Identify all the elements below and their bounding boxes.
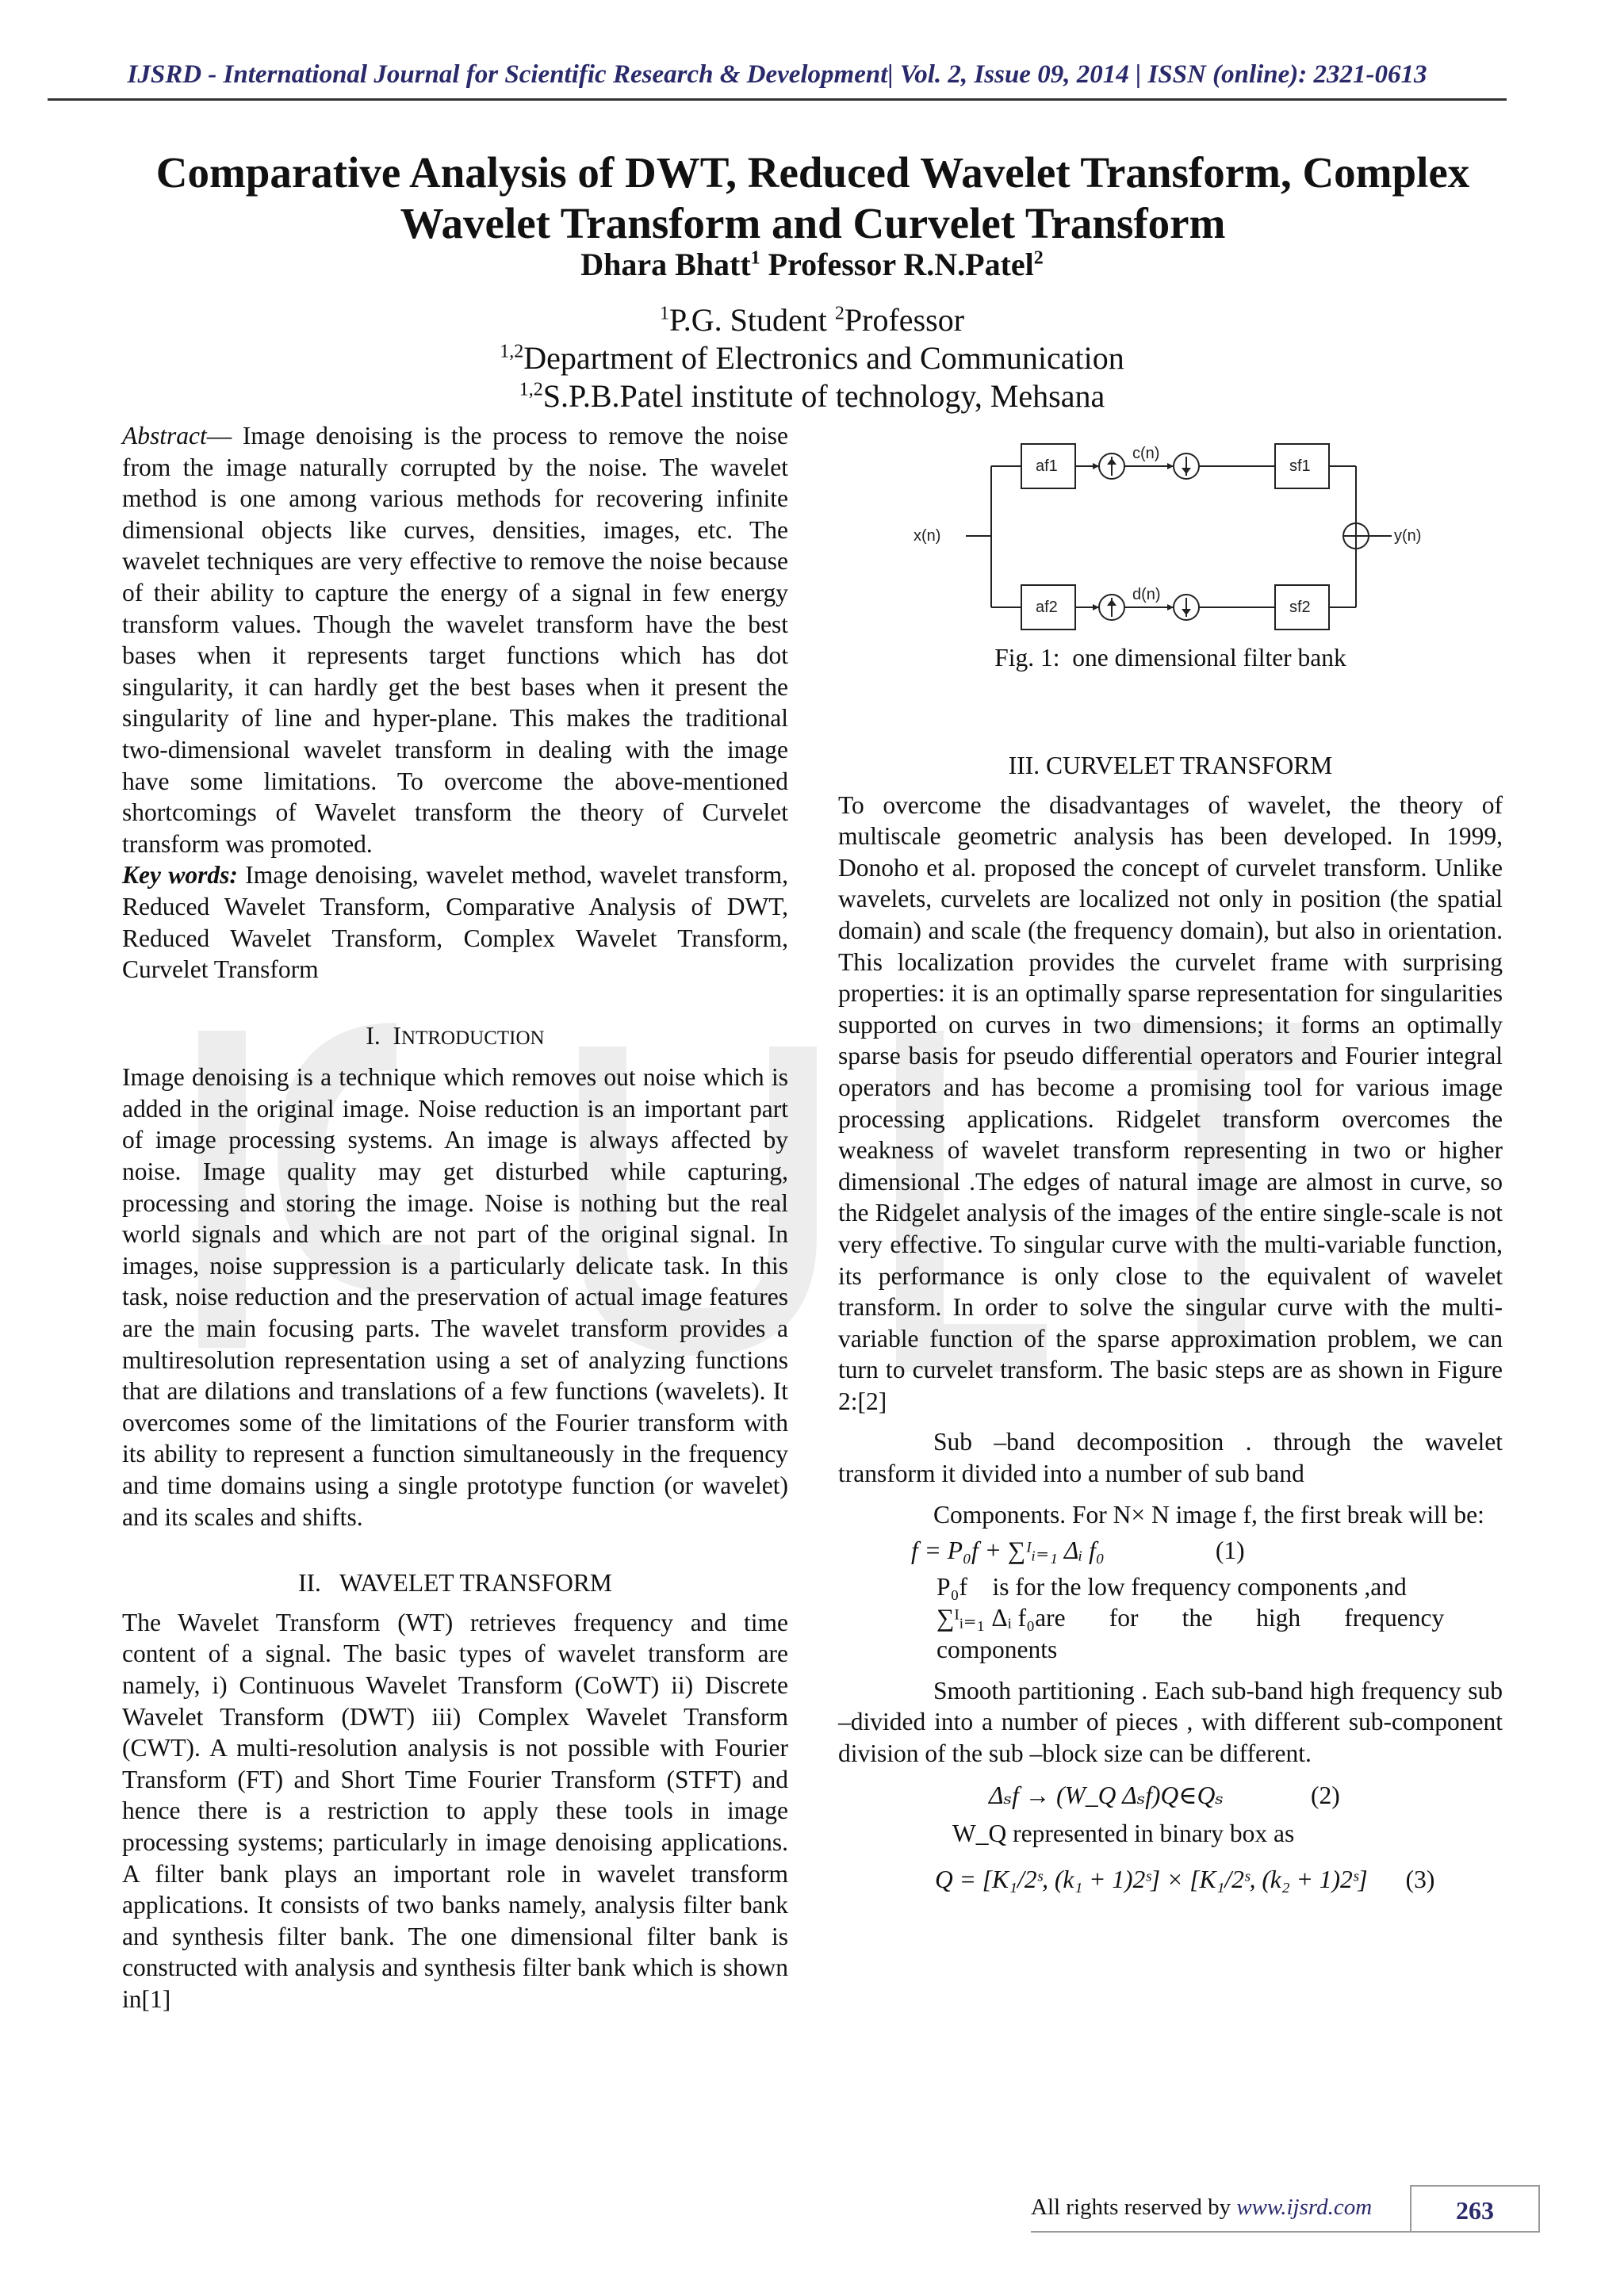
right-column <box>838 750 1503 1895</box>
equation-1-desc-c: components <box>936 1636 1058 1664</box>
running-header: IJSRD - International Journal for Scientific Research & Development| Vol. 2, Issue 09, 2014 | ISSN (online): 2321-0613 <box>127 60 1427 89</box>
section-2-body: The Wavelet Transform (WT) retrieves frequency and time content of a signal. The basic types of wavelet transform are namely, i) Continuous Wavelet Transform (CoWT) ii) Discrete Wavelet Transform (DWT) iii) Complex Wavelet Transform (CWT). A multi-resolution analysis is not possible with Fourier Transform (FT) and Short Time Fourier Transform (STFT) and hence there is a restriction to apply these tools in image processing systems; particularly in image denoising applications. A filter bank plays an important role in wavelet transform applications. It consists of two banks namely, analysis filter bank and synthesis filter bank. The one dimensional filter bank is constructed with analysis and synthesis filter bank which is shown in[1] <box>122 1608 788 2013</box>
abstract-dash: — <box>206 422 243 450</box>
affiliation-line-3 <box>0 377 1624 415</box>
equation-1-body: f = P₀f + ∑ᴵᵢ₌₁ Δᵢ f₀ <box>911 1536 1105 1565</box>
author-2: Professor R.N.Patel <box>760 247 1034 282</box>
affil-role-2: Professor <box>844 302 965 338</box>
equation-1 <box>911 1535 1503 1567</box>
equation-3 <box>935 1864 1503 1896</box>
footer-rights-text: All rights reserved by <box>1031 2195 1237 2220</box>
equation-1-number: (1) <box>1215 1536 1245 1565</box>
step-1b: Components. For N× N image f, the first break will be: <box>933 1500 1484 1529</box>
footer-rule <box>1031 2231 1538 2233</box>
page-number: 263 <box>1410 2185 1540 2233</box>
step-2: Smooth partitioning . Each sub-band high frequency sub –divided into a number of pieces , with different sub-component division of the sub –block size can be different. <box>838 1676 1503 1767</box>
sf1-label: sf1 <box>1289 457 1311 475</box>
filter-bank-diagram <box>912 434 1427 641</box>
title-line-1: Comparative Analysis of DWT, Reduced Wavelet Transform, Complex <box>155 148 1470 197</box>
step-1: Sub –band decomposition . through the wavelet transform it divided into a number of sub band <box>838 1428 1503 1488</box>
paper-title <box>95 147 1530 249</box>
c-label: c(n) <box>1132 445 1160 462</box>
title-line-2: Wavelet Transform and Curvelet Transform <box>400 199 1226 247</box>
section-1-rest: NTRODUCTION <box>401 1027 545 1049</box>
abstract-text: Image denoising is the process to remove the noise from the image naturally corrupted by the noise. The wavelet method is one among various methods for recovering infinite dimensional objects like curves, densities, images, etc. The wavelet techniques are very effective to remove the noise because of their ability to capture the energy of a signal in few energy transform values. Though the wavelet transform have the best bases when it represents target functions which has dot singularity, it can hardly get the best bases when it present the singularity of line and hyper-plane. This makes the traditional two-dimensional wavelet transform in dealing with the image have some limitations. To overcome the above-mentioned shortcomings of Wavelet transform the theory of Curvelet transform was promoted. <box>122 422 789 858</box>
output-label: y(n) <box>1394 527 1422 545</box>
author-1: Dhara Bhatt <box>580 247 751 282</box>
affiliation-line-1 <box>0 301 1624 339</box>
equation-1-desc-b: ∑ᴵᵢ₌₁ Δᵢ f₀are for the high frequency <box>936 1604 1445 1632</box>
keywords-label: Key words: <box>122 861 238 890</box>
section-1-number: I. <box>366 1021 381 1050</box>
af2-label: af2 <box>1036 599 1058 616</box>
affil-department: Department of Electronics and Communication <box>523 340 1124 376</box>
header-rule <box>48 98 1507 101</box>
sf2-label: sf2 <box>1289 599 1311 616</box>
keywords-text: Image denoising, wavelet method, wavelet transform, Reduced Wavelet Transform, Comparative Analysis of DWT, Reduced Wavelet Transform, Complex Wavelet Transform, Curvelet Transform <box>122 861 788 984</box>
author-2-sup: 2 <box>1033 247 1044 269</box>
equation-2-body: Δₛf → (W_Q Δₛf)Q∈Qₛ <box>989 1781 1224 1810</box>
equation-2 <box>989 1780 1503 1812</box>
affil-role-1: P.G. Student <box>668 302 835 338</box>
affiliation-line-2 <box>0 339 1624 377</box>
equation-1-desc-a: P₀f is for the low frequency components ,and <box>936 1572 1407 1601</box>
author-line <box>0 246 1624 283</box>
equation-3-number: (3) <box>1405 1865 1435 1893</box>
abstract <box>122 420 788 859</box>
figure-1-caption: Fig. 1: one dimensional filter bank <box>994 644 1346 672</box>
af1-label: af1 <box>1036 457 1058 475</box>
left-column <box>122 420 788 2015</box>
affil-sup: 1,2 <box>500 341 524 362</box>
section-1-heading <box>122 1020 788 1054</box>
abstract-label: Abstract <box>122 422 207 450</box>
section-1-body: Image denoising is a technique which removes out noise which is added in the original image. Noise reduction is an important part of image processing systems. An image is always affected by noise. Image quality may get disturbed while capturing, processing and storing the image. Noise is nothing but the real world signals and which are not part of the original signal. In images, noise suppression is a particularly delicate task. In this task, noise reduction and the preservation of actual image features are the main focusing parts. The wavelet transform provides a multiresolution representation using a set of analyzing functions that are dilations and translations of a few functions (wavelets). It overcomes some of the limitations of the Fourier transform with its ability to represent a function simultaneously in the frequency and time domains using a single prototype function (or wavelet) and its scales and shifts. <box>122 1063 788 1531</box>
equation-2-number: (2) <box>1310 1781 1340 1810</box>
equation-3-body: Q = [K₁/2ˢ, (k₁ + 1)2ˢ] × [K₁/2ˢ, (k₂ + 1)2ˢ] <box>935 1865 1368 1893</box>
section-2-heading: II. WAVELET TRANSFORM <box>298 1569 612 1598</box>
input-label: x(n) <box>914 527 941 545</box>
author-1-sup: 1 <box>750 247 760 269</box>
keywords <box>122 859 788 985</box>
section-1-first-letter: I <box>393 1021 402 1050</box>
affil-sup: 1 <box>659 303 669 324</box>
footer-url[interactable]: www.ijsrd.com <box>1236 2195 1373 2220</box>
affil-institute: S.P.B.Patel institute of technology, Mehsana <box>542 378 1105 414</box>
footer-rights <box>1031 2195 1372 2221</box>
equation-2-desc: W_Q represented in binary box as <box>952 1820 1295 1847</box>
section-3-body: To overcome the disadvantages of wavelet, the theory of multiscale geometric analysis has been developed. In 1999, Donoho et al. proposed the concept of curvelet transform. Unlike wavelets, curvelets are localized not only in position (the spatial domain) and scale (the frequency domain), but also in orientation. This localization provides the curvelet frame with surprising properties: it is an optimally sparse representation for singularities supported on curves in two dimensions; it forms an optimally sparse basis for pseudo differential operators and Fourier integral operators and has become a promising tool for various image processing applications. Ridgelet transform overcomes the weakness of wavelet transform representing in two or higher dimensional .The edges of natural image are almost in curve, so the Ridgelet analysis of the images of the entire single-scale is not very effective. To singular curve with the multi-variable function, its performance is only close to the equivalent of wavelet transform. In order to solve the singular curve with the multi-variable function of the sparse approximation problem, we can turn to curvelet transform. The basic steps are as shown in Figure 2:[2] <box>838 790 1503 1415</box>
d-label: d(n) <box>1132 586 1161 603</box>
affil-sup: 2 <box>834 303 845 324</box>
affil-sup: 1,2 <box>519 379 543 400</box>
section-3-heading: III. CURVELET TRANSFORM <box>1008 752 1333 779</box>
